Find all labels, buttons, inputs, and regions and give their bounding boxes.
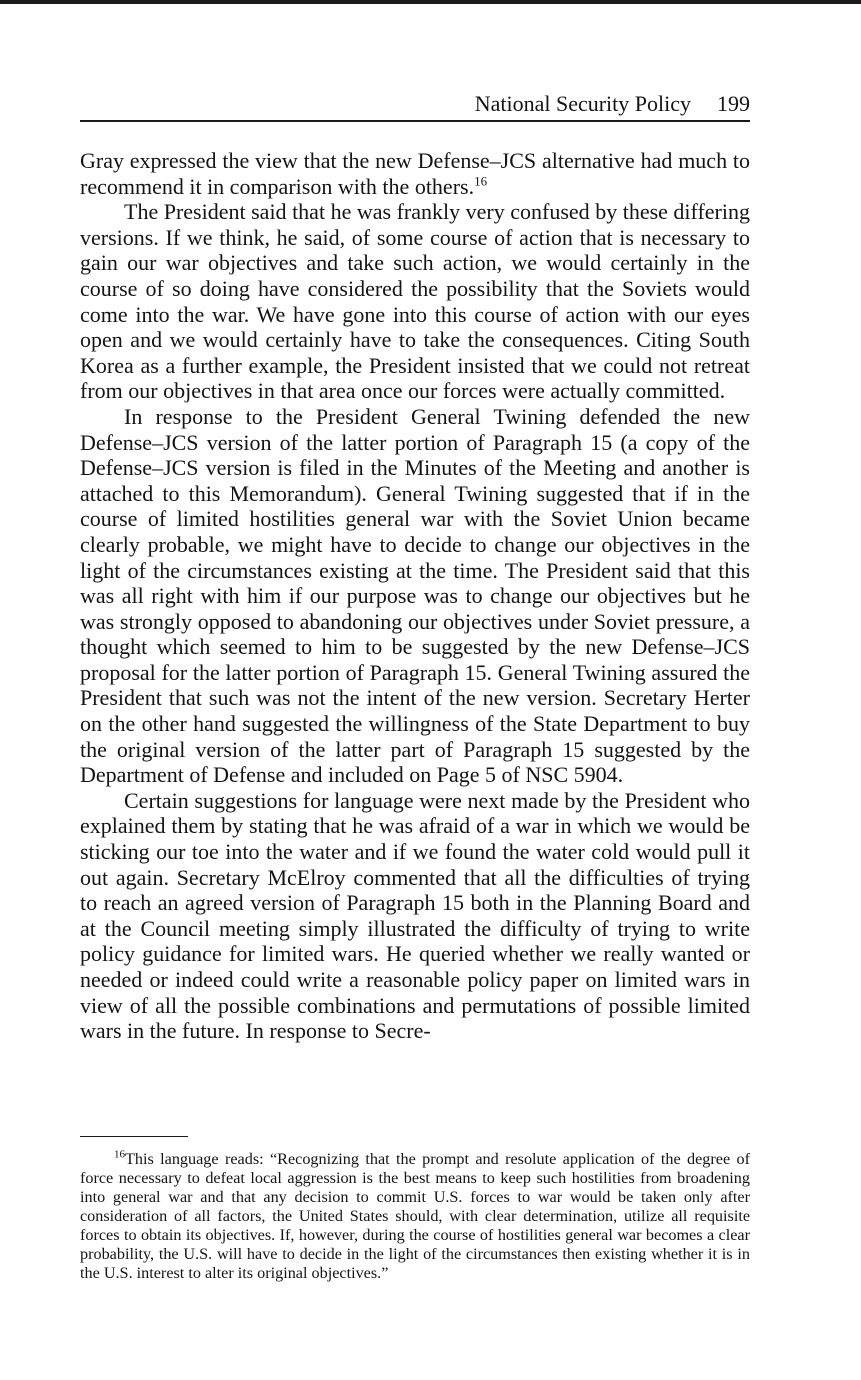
running-header	[80, 88, 750, 122]
footnote-text: This language reads: “Recognizing that the prompt and resolute application of the degree of force necessary to defeat local aggression is the best means to keep such hostilities from broadening into general war and that any decision to commit U.S. forces to war would be taken only after consideration of all factors, the United States should, with clear determination, utilize all requisite forces to obtain its objectives. If, however, during the course of hostilities general war becomes a clear probability, the U.S. will have to decide in the light of the circumstances then existing whether it is in the U.S. interest to alter its original objectives.”	[80, 1150, 750, 1282]
paragraph: The President said that he was frankly very confused by these differing versions. If we think, he said, of some course of action that is necessary to gain our war objectives and take such action, we would certainly in the course of so doing have considered the possibility that the Soviets would come into the war. We have gone into this course of action with our eyes open and we would certainly have to take the consequences. Citing South Korea as a further example, the President insisted that we could not retreat from our objectives in that area once our forces were actually committed.	[80, 199, 750, 404]
page-number: 199	[717, 91, 750, 116]
paragraph	[80, 148, 750, 199]
footnote-rule	[80, 1136, 188, 1137]
footnote-reference: 16	[474, 173, 488, 189]
body-text	[80, 148, 750, 1044]
paragraph: Certain suggestions for language were next made by the President who explained them by stating that he was afraid of a war in which we would be sticking our toe into the water and if we found the water cold would pull it out again. Secretary McElroy commented that all the difficulties of trying to reach an agreed version of Paragraph 15 both in the Planning Board and at the Council meeting simply illustrated the difficulty of trying to write policy guidance for limited wars. He queried whether we really wanted or needed or indeed could write a reasonable policy paper on limited wars in view of all the possible combinations and permutations of possible limited wars in the future. In response to Secre-	[80, 787, 750, 1044]
footnote-number: 16	[114, 1148, 125, 1161]
paragraph: In response to the President General Twining defended the new Defense–JCS version of the latter portion of Paragraph 15 (a copy of the Defense–JCS version is filed in the Minutes of the Meeting and another is attached to this Memorandum). General Twining suggested that if in the course of limited hostilities general war with the Soviet Union became clearly probable, we might have to decide to change our objectives in the light of the circumstances existing at the time. The President said that this was all right with him if our purpose was to change our objectives but he was strongly opposed to abandoning our objectives under Soviet pressure, a thought which seemed to him to be suggested by the new Defense–JCS proposal for the latter portion of Paragraph 15. General Twining assured the President that such was not the intent of the new version. Secretary Herter on the other hand suggested the willingness of the State Department to buy the original version of the latter part of Paragraph 15 suggested by the Department of Defense and included on Page 5 of NSC 5904.	[80, 403, 750, 788]
scan-border	[0, 0, 861, 4]
running-title: National Security Policy	[474, 91, 691, 116]
footnote	[80, 1150, 750, 1283]
paragraph-text: Gray expressed the view that the new Defense–JCS alternative had much to recommend it in comparison with the others.	[80, 148, 750, 199]
